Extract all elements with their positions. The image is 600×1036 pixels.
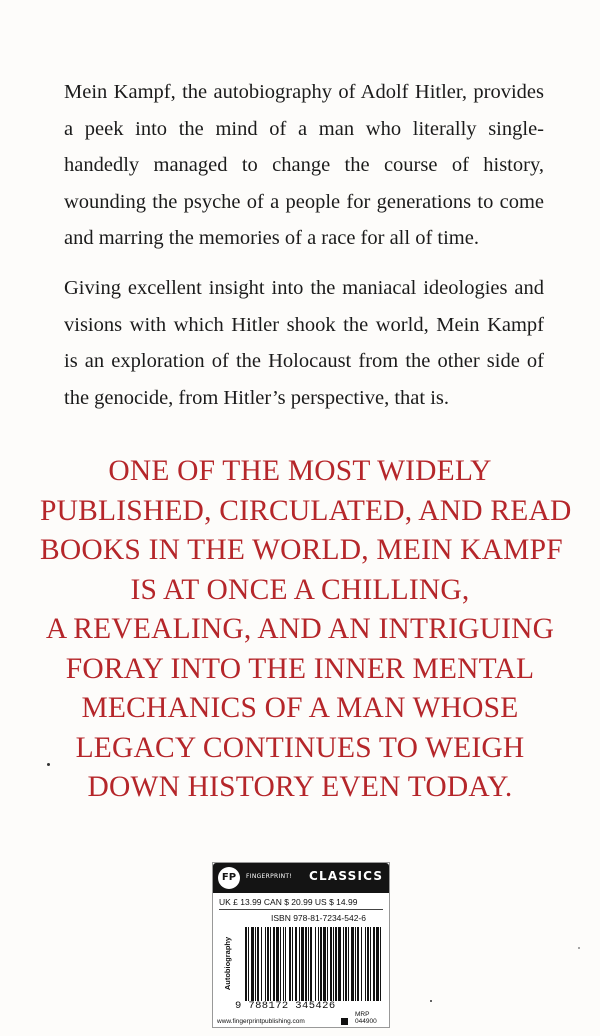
barcode-bars bbox=[245, 927, 381, 1001]
barcode-bar bbox=[270, 927, 271, 1001]
barcode-bar bbox=[305, 927, 307, 1001]
isbn-text: ISBN 978-81-7234-542-6 bbox=[271, 913, 366, 923]
mrp-code: 044900 bbox=[355, 1018, 377, 1025]
p2-line: Giving excellent insight into the maniacal ideologies and bbox=[64, 277, 544, 299]
square-marker bbox=[341, 1018, 348, 1025]
barcode-bar bbox=[315, 927, 316, 1001]
description-paragraph-2 bbox=[64, 270, 544, 416]
barcode-bar bbox=[327, 927, 328, 1001]
barcode-bar bbox=[261, 927, 262, 1001]
barcode-bar bbox=[330, 927, 332, 1001]
barcode-bar bbox=[265, 927, 266, 1001]
barcode-bar bbox=[351, 927, 354, 1001]
fingerprint-logo-icon: FP bbox=[218, 867, 240, 889]
description-paragraph-1 bbox=[64, 74, 544, 257]
barcode-bar bbox=[248, 927, 249, 1001]
barcode-bar bbox=[299, 927, 300, 1001]
barcode-bar bbox=[251, 927, 254, 1001]
barcode-bar bbox=[323, 927, 326, 1001]
speck bbox=[578, 947, 580, 949]
barcode-bar bbox=[301, 927, 304, 1001]
speck bbox=[430, 1000, 432, 1002]
barcode-bar bbox=[367, 927, 369, 1001]
p2-line: visions with which Hitler shook the world, Mein Kampf bbox=[64, 313, 544, 336]
barcode-bar bbox=[338, 927, 341, 1001]
barcode-bar bbox=[345, 927, 347, 1001]
barcode-bar bbox=[361, 927, 362, 1001]
category-label: Autobiography bbox=[223, 936, 233, 991]
barcode-bar bbox=[245, 927, 247, 1001]
barcode-bar bbox=[257, 927, 259, 1001]
red-blurb bbox=[40, 452, 572, 808]
barcode-bar bbox=[370, 927, 371, 1001]
blurb-line: FORAY INTO THE INNER MENTAL bbox=[65, 652, 535, 685]
barcode-bar bbox=[320, 927, 322, 1001]
barcode-bar bbox=[365, 927, 366, 1001]
barcode-bar bbox=[267, 927, 269, 1001]
speck bbox=[47, 763, 50, 766]
barcode-bar bbox=[348, 927, 349, 1001]
barcode-bar bbox=[373, 927, 375, 1001]
price-line: UK £ 13.99 CAN $ 20.99 US $ 14.99 bbox=[219, 897, 383, 910]
barcode-bar bbox=[343, 927, 344, 1001]
p2-line: the genocide, from Hitler’s perspective, that is. bbox=[64, 386, 450, 409]
barcode-bar bbox=[283, 927, 284, 1001]
p1-line: Mein Kampf, the autobiography of Adolf Hitler, provides bbox=[64, 81, 544, 103]
barcode-bar bbox=[292, 927, 293, 1001]
blurb-line: ONE OF THE MOST WIDELY bbox=[108, 455, 492, 487]
barcode-bar bbox=[255, 927, 256, 1001]
barcode-bar bbox=[273, 927, 275, 1001]
barcode-bar bbox=[308, 927, 309, 1001]
barcode-bar bbox=[376, 927, 379, 1001]
barcode-bar bbox=[333, 927, 334, 1001]
p1-line: handedly managed to change the course of history, bbox=[64, 154, 544, 176]
barcode-bar bbox=[280, 927, 281, 1001]
series-name: CLASSICS bbox=[309, 869, 384, 883]
barcode-bar bbox=[285, 927, 286, 1001]
barcode-bar bbox=[276, 927, 279, 1001]
barcode-bar bbox=[355, 927, 356, 1001]
blurb-line: IS AT ONCE A CHILLING, bbox=[130, 573, 470, 606]
barcode-bar bbox=[335, 927, 337, 1001]
p1-line: a peek into the mind of a man who literally single- bbox=[64, 117, 544, 140]
publisher-logo-bar bbox=[213, 863, 389, 893]
p1-line: and marring the memories of a race for all of time. bbox=[64, 227, 479, 249]
barcode-bar bbox=[295, 927, 297, 1001]
barcode-bar bbox=[357, 927, 359, 1001]
barcode-bar bbox=[380, 927, 381, 1001]
blurb-line: PUBLISHED, CIRCULATED, AND READ bbox=[40, 494, 572, 527]
p2-line: is an exploration of the Holocaust from the other side of bbox=[64, 350, 544, 372]
blurb-line: MECHANICS OF A MAN WHOSE bbox=[81, 692, 519, 724]
barcode-bar bbox=[310, 927, 312, 1001]
blurb-line: LEGACY CONTINUES TO WEIGH bbox=[75, 731, 525, 764]
publisher-url: www.fingerprintpublishing.com bbox=[217, 1018, 305, 1025]
barcode-bar bbox=[318, 927, 319, 1001]
blurb-line: A REVEALING, AND AN INTRIGUING bbox=[45, 613, 555, 645]
barcode-number: 9 788172 345426 bbox=[235, 1000, 336, 1012]
blurb-line: DOWN HISTORY EVEN TODAY. bbox=[87, 771, 513, 803]
barcode-sticker bbox=[212, 862, 390, 1028]
blurb-line: BOOKS IN THE WORLD, MEIN KAMPF bbox=[40, 534, 563, 566]
publisher-name: FINGERPRINT! bbox=[246, 873, 293, 880]
p1-line: wounding the psyche of a people for generations to come bbox=[64, 190, 544, 213]
barcode-bar bbox=[289, 927, 291, 1001]
mrp-label: MRP bbox=[355, 1011, 370, 1018]
